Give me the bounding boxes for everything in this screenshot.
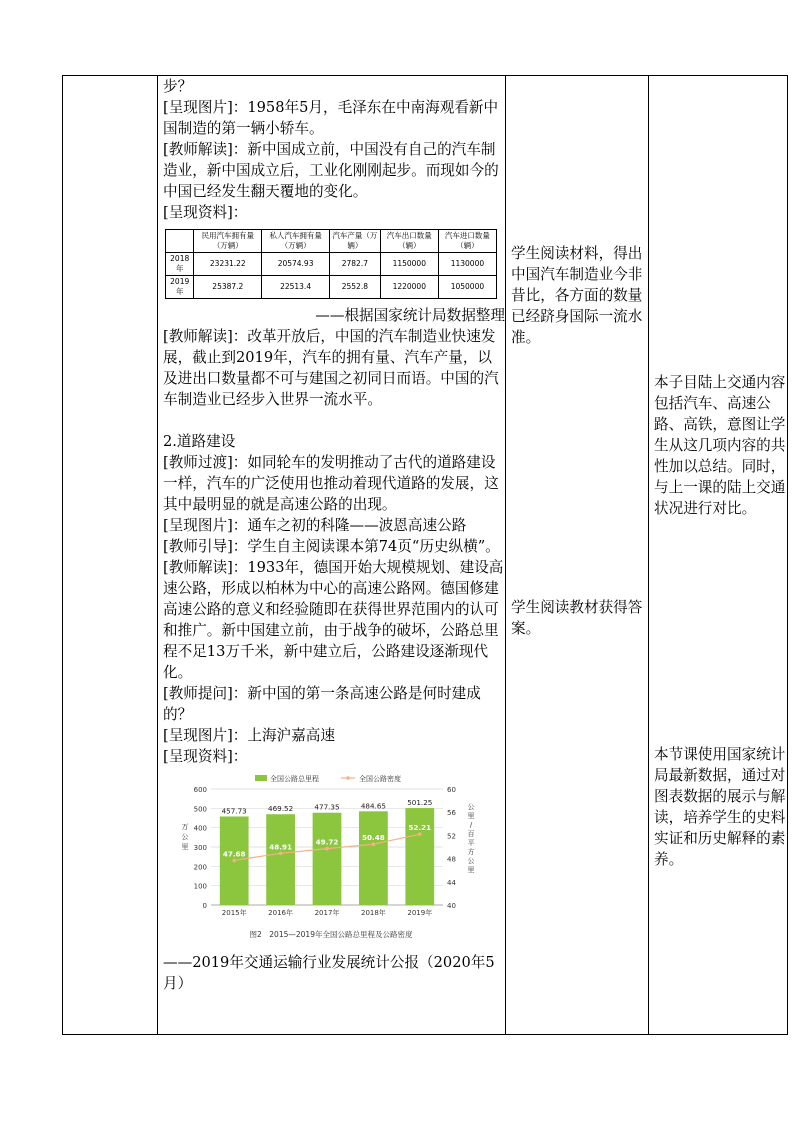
y2-axis-label: 百 [467,830,475,838]
bar-value-label: 469.52 [268,804,294,814]
y-axis-label: 里 [181,843,189,851]
bar [266,814,295,905]
chart-title: 图2 2015—2019年全国公路总里程及公路密度 [249,930,413,939]
x-tick-label: 2016年 [268,909,294,917]
y2-axis-label: 里 [467,812,475,820]
y2-axis-label: 平 [467,839,475,847]
source-citation: ——根据国家统计局数据整理 [315,307,505,324]
bar-value-label: 484.65 [360,801,386,811]
bar-value-label: 501.25 [407,798,433,808]
content-line: [教师提问]：新中国的第一条高速公路是何时建成的？ [163,685,481,723]
table-cell: 2019年 [166,276,194,299]
y2-axis-label: 里 [467,866,475,874]
legend-bar-swatch [255,775,267,781]
content-line: [教师引导]：学生自主阅读课本第74页“历史纵横”。 [163,538,500,555]
car-statistics-table [165,229,497,299]
table-cell: 23231.22 [194,253,262,276]
density-value-label: 47.68 [222,849,246,859]
bar-value-label: 457.73 [221,806,247,816]
y-tick-label: 300 [193,844,207,852]
density-value-label: 50.48 [362,833,385,843]
density-point [418,832,422,836]
table-header-cell: 民用汽车拥有量（万辆） [194,230,262,253]
x-tick-label: 2017年 [314,909,340,917]
table-cell: 2018年 [166,253,194,276]
source-citation: ——2019年交通运输行业发展统计公报（2020年5月） [163,954,495,992]
table-cell: 25387.2 [194,276,262,299]
content-line: [呈现图片]：1958年5月，毛泽东在中南海观看新中国制造的第一辆小轿车。 [163,99,499,137]
y-tick-label: 200 [193,863,207,872]
column-divider [505,76,506,1034]
content-line: [教师解读]：新中国成立前，中国没有自己的汽车制造业，新中国成立后，工业化刚刚起步。而现如今的中国已经发生翻天覆地的变化。 [163,141,499,200]
legend-line-marker [346,776,350,780]
content-line: [呈现图片]：上海沪嘉高速 [163,727,335,744]
table-header-cell [166,230,194,253]
y2-tick-label: 44 [447,878,456,887]
content-line: [呈现资料]： [163,204,248,221]
table-cell: 22513.4 [262,276,330,299]
y2-axis-label: 公 [467,857,475,865]
y-tick-label: 600 [193,786,207,794]
table-cell: 1050000 [438,276,496,299]
density-point [279,852,283,856]
y2-tick-label: 52 [447,832,456,841]
table-header-cell: 私人汽车拥有量（万辆） [262,230,330,253]
y-tick-label: 100 [193,882,207,891]
table-cell: 20574.93 [262,253,330,276]
content-line: [呈现图片]：通车之初的科隆——波恩高速公路 [163,517,467,534]
content-line: [教师过渡]：如同轮车的发明推动了古代的道路建设一样，汽车的广泛使用也推动着现代道路的发展，这其中最明显的就是高速公路的出现。 [163,454,499,513]
student-activity-note: 学生阅读教材获得答案。 [511,599,643,637]
table-row [166,253,497,276]
table-header-cell: 汽车出口数量（辆） [380,230,438,253]
table-cell: 2782.7 [329,253,380,276]
content-line: [教师解读]：改革开放后，中国的汽车制造业快速发展，截止到2019年，汽车的拥有量、汽车产量，以及进出口数量都不可与建国之初同日而语。中国的汽车制造业已经步入世界一流水平。 [163,328,499,408]
content-line: 步？ [163,78,193,95]
density-value-label: 48.91 [269,842,292,852]
content-line: [教师解读]：1933年，德国开始大规模规划、建设高速公路，形成以柏林为中心的高速公路网。德国修建高速公路的意义和经验随即在获得世界范围内的认可和推广。新中国建立前，由于战争的破坏，公路总里程不足13万千米，新中建立后，公路建设逐渐现代化。 [163,559,504,681]
table-header-cell: 汽车进口数量（辆） [438,230,496,253]
y-tick-label: 0 [202,902,207,910]
y2-tick-label: 60 [447,786,456,794]
x-tick-label: 2015年 [221,909,247,917]
table-header-cell: 汽车产量（万辆） [329,230,380,253]
section-heading: 2.道路建设 [163,433,236,450]
table-cell: 2552.8 [329,276,380,299]
bar [313,813,342,905]
density-value-label: 49.72 [315,837,339,847]
table-header-row [166,230,497,253]
y2-tick-label: 56 [447,809,456,818]
density-point [232,859,236,863]
legend-entry: 全国公路总里程 [270,775,319,783]
y-axis-label: 公 [181,833,189,841]
y2-tick-label: 40 [447,902,456,910]
design-intent-note: 本子目陆上交通内容包括汽车、高速公路、高铁，意图让学生从这几项内容的共性加以总结。同时，与上一课的陆上交通状况进行对比。 [654,374,786,517]
bar [359,811,388,905]
table-cell: 1130000 [438,253,496,276]
lesson-table [62,75,788,1035]
y-tick-label: 400 [193,824,207,833]
y-axis-label: 万 [181,823,189,831]
legend-entry: 全国公路密度 [359,775,401,783]
column-divider [648,76,649,1034]
table-row [166,276,497,299]
y2-tick-label: 48 [447,855,456,864]
density-point [372,842,376,846]
design-intent-note: 本节课使用国家统计局最新数据，通过对图表数据的展示与解读，培养学生的史料实证和历史解释的素养。 [654,746,786,868]
y2-axis-label: / [469,821,473,829]
density-point [325,847,329,851]
density-value-label: 52.21 [408,823,432,833]
content-line: [呈现资料]： [163,748,248,765]
table-cell: 1150000 [380,253,438,276]
table-cell: 1220000 [380,276,438,299]
teaching-content-column [157,76,505,994]
bar-value-label: 477.35 [314,802,340,812]
road-mileage-chart [163,771,499,946]
y2-axis-label: 公 [467,803,475,811]
student-activity-note: 学生阅读材料，得出中国汽车制造业今非昔比，各方面的数量已经跻身国际一流水准。 [511,245,643,346]
x-tick-label: 2018年 [360,909,386,917]
y2-axis-label: 方 [467,848,475,856]
y-tick-label: 500 [193,805,207,814]
x-tick-label: 2019年 [407,909,433,917]
